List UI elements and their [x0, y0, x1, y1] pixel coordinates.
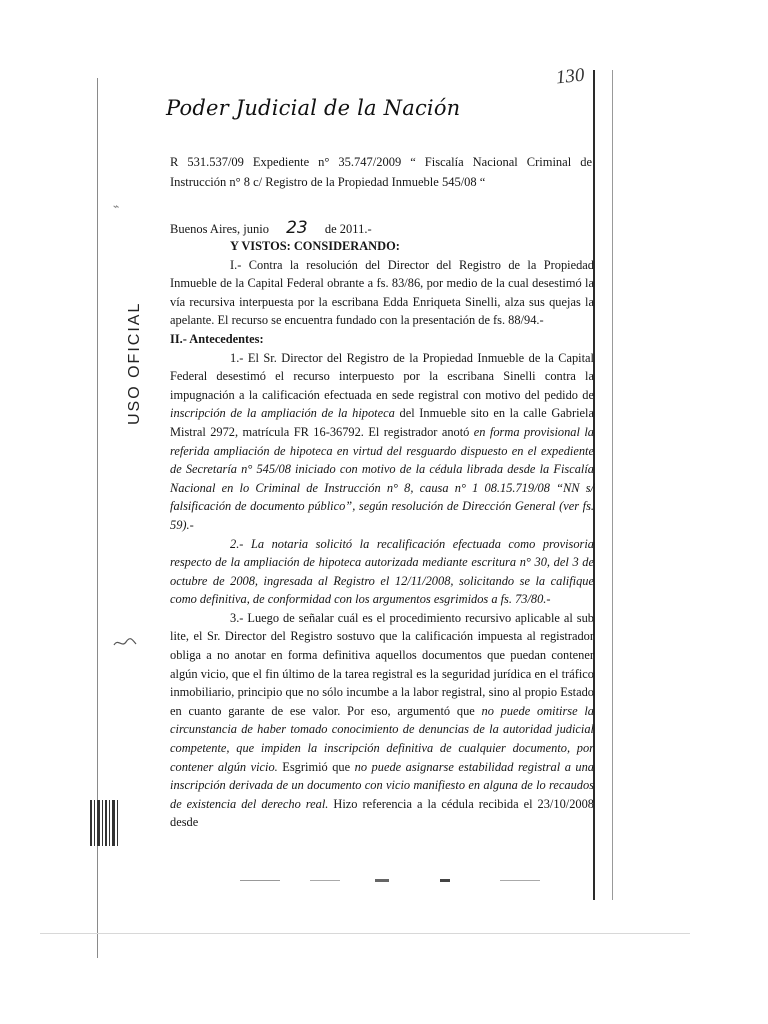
- paragraph-3-part-b: no puede omitirse la circunstancia de haber tomado conocimiento de denuncias de la autoridad judicial competente, que impiden la inscripción definitiva de cualquier documento, por contener algún vicio.: [170, 703, 594, 774]
- resolution-body: [170, 237, 594, 832]
- paragraph-1-part-d: en forma provisional la referida ampliación de hipoteca en virtud del resguardo dispuesto en el expediente de Secretaría n° 545/08 iniciado con motivo de la cédula librada desde la Fiscalía Nacional en lo Criminal de Instrucción n° 8, causa n° 1 08.15.719/08 “NN s/ falsificación de documento público”, según resolución de Dirección General (ver fs. 59).-: [170, 424, 594, 532]
- scan-noise-marks: [240, 878, 550, 884]
- paragraph-1-part-b: inscripción de la ampliación de la hipoteca: [170, 406, 395, 421]
- handwritten-mark-icon: [112, 636, 138, 650]
- paragraph-1: [170, 349, 594, 535]
- paragraph-3-part-c: Esgrimió que: [277, 759, 355, 774]
- antecedentes-heading: II.- Antecedentes:: [170, 331, 264, 346]
- barcode-icon: [88, 798, 122, 848]
- paragraph-3-part-a: 3.- Luego de señalar cuál es el procedimiento recursivo aplicable al sub lite, el Sr. Director del Registro sostuvo que la calificación impuesta al registrador obliga a no anotar en forma definitiva aquellos documentos que puedan contener algún vicio, que el fin último de la tarea registral es la seguridad jurídica en el tráfico inmobiliario, principio que no sólo incumbe a la labor registral, sino al propio Estado en cuanto garante de ese valor. Por eso, argumentó que: [170, 610, 594, 718]
- court-letterhead: Poder Judicial de la Nación: [166, 96, 461, 120]
- case-reference: R 531.537/09 Expediente n° 35.747/2009 “ Fiscalía Nacional Criminal de Instrucción n° 8 c/ Registro de la Propiedad Inmueble 545/08 “: [170, 155, 592, 189]
- page-bottom-edge: [40, 933, 690, 934]
- date-suffix: de 2011.-: [324, 222, 372, 236]
- paragraph-3-part-d: no puede asignarse estabilidad registral a una inscripción derivada de un documento con vicio manifiesto en alguna de lo recaudos de existencia del derecho real.: [170, 759, 594, 811]
- date-line: [170, 218, 372, 238]
- paragraph-3-part-e: Hizo referencia a la cédula recibida el 23/10/2008 desde: [170, 796, 594, 830]
- date-day-handwritten: 23: [286, 218, 308, 238]
- vistos-heading: Y VISTOS: CONSIDERANDO:: [230, 239, 400, 253]
- right-margin-rule-outer: [612, 70, 613, 900]
- side-stamp-label: USO OFICIAL: [126, 301, 143, 425]
- margin-mark: ⌁: [112, 201, 119, 213]
- page-number: 130: [554, 64, 586, 89]
- paragraph-1-part-a: 1.- El Sr. Director del Registro de la Propiedad Inmueble de la Capital Federal desestimó el recurso interpuesto por la escribana Sinelli contra la impugnación a la calificación efectuada en sede registral con motivo del pedido de: [170, 350, 594, 402]
- paragraph-i: I.- Contra la resolución del Director del Registro de la Propiedad Inmueble de la Capital Federal obrante a fs. 83/86, por medio de la cual desestimó la vía recursiva interpuesta por la escribana Edda Enriqueta Sinelli, alza sus quejas la apelante. El recurso se encuentra fundado con la presentación de fs. 88/94.-: [170, 257, 594, 328]
- date-prefix: Buenos Aires, junio: [170, 222, 269, 236]
- paragraph-2: 2.- La notaria solicitó la recalificación efectuada como provisoria respecto de la ampliación de hipoteca autorizada mediante escritura n° 30, del 3 de octubre de 2008, ingresada al Registro el 12/11/2008, solicitando se la califique como definitiva, de conformidad con los argumentos esgrimidos a fs. 73/80.-: [170, 536, 594, 607]
- paragraph-3: [170, 609, 594, 832]
- paragraph-1-part-c: del Inmueble sito en la calle Gabriela Mistral 2972, matrícula FR 16-36792. El registrador anotó: [170, 406, 594, 439]
